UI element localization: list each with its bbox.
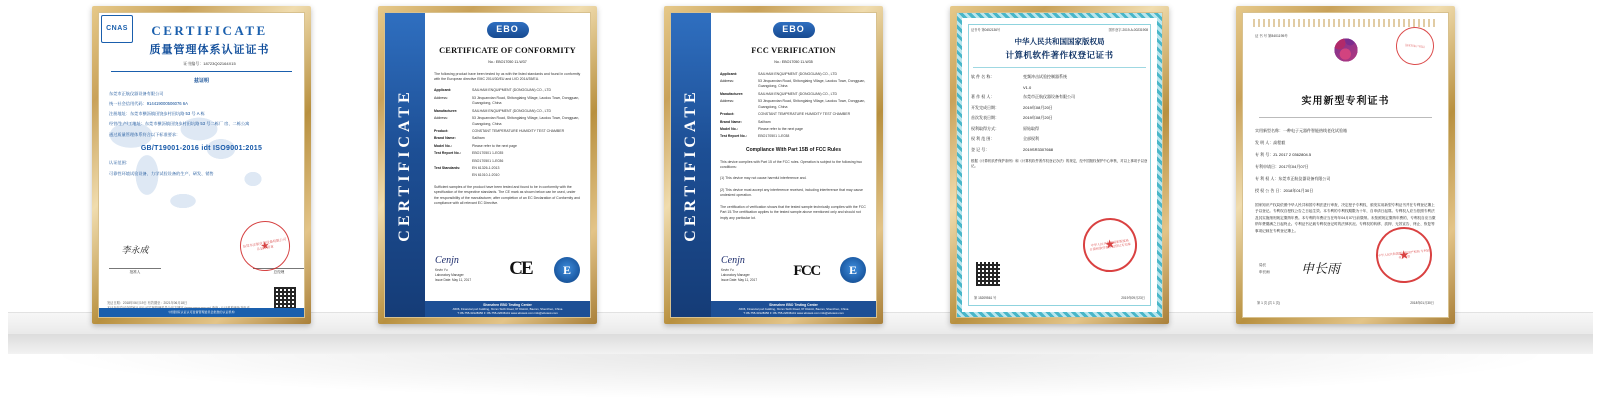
- ebo-logo-icon: EBO: [773, 22, 815, 38]
- field-rights-scope: 权 利 范 围： 全部权利: [971, 136, 1039, 141]
- footer-date: 2018年01月30日: [1410, 301, 1434, 305]
- handwritten-signature: Cenjn: [435, 254, 459, 266]
- divider: [973, 67, 1146, 68]
- official-red-stamp: ★ 中华人民共和国国家知识产权局 专利证书专用章: [1373, 224, 1435, 286]
- cnipa-logo-icon: [1329, 33, 1363, 67]
- field-brand: Brand Name: Sailham: [720, 119, 771, 124]
- certificate-frame-utility-patent[interactable]: [1236, 6, 1455, 324]
- certificate-content: [425, 13, 590, 317]
- footer-lab-name: Shenzhen EBO Testing Center: [483, 302, 532, 307]
- display-shelf: [0, 312, 1601, 406]
- certificate-frame-software-copyright[interactable]: [950, 6, 1169, 324]
- footer-address: A506, Financial port building, Xin'an Sixth Road, 67 District, Bao'an, Shenzhen, China: [738, 307, 849, 312]
- certificate-canvas: [98, 12, 305, 318]
- field-software-version: V1.0: [1023, 84, 1032, 90]
- field-applicant: Applicant: SAILHAM ENQUIPMENT (DONGGUAN) CO., LTD: [720, 71, 838, 76]
- compliance-headline: Compliance With Part 15B of FCC Rules: [746, 146, 841, 153]
- iso9001-certificate: [99, 13, 304, 317]
- shelf-edge: [8, 334, 1593, 354]
- field-manufacturer-address: Address: 53 Jinquanxian Road, Shitonglaing Village, Laodou Town, Dongguan, Guangdong, China: [720, 99, 866, 109]
- issue-date: Issue Date: May 11, 2017: [435, 278, 472, 283]
- official-red-stamp: ★ 中华人民共和国国家版权局 计算机软件著作权登记专用章: [1080, 215, 1141, 276]
- site-address-line: 经营/生产/工地址：东莞市横沥镇田饶步村田坑路 53 号二栋厂 房、二栋公寓: [109, 121, 250, 127]
- standard-name: GB/T19001-2016 idt ISO9001:2015: [140, 144, 263, 152]
- certificate-frame-fcc[interactable]: [664, 6, 883, 324]
- certificate-title-cn: 质量管理体系认证证书: [149, 43, 270, 56]
- field-report-no-2: EBO170501 1-E036: [472, 158, 504, 163]
- director-label: 局长: [1259, 262, 1267, 267]
- footer-contact: T: 86-755-33128456 F: 86-755-22636141 www.ebotest.com info@ebotest.com: [457, 311, 558, 316]
- qr-code-icon: [976, 262, 1000, 286]
- issue-date-line: 发证日期：2018年06月19日 有效期至：2021年06月18日: [107, 301, 188, 306]
- official-red-stamp: 东莞市正航仪器设备有限公司 认证专用章 ★: [236, 217, 294, 275]
- registered-address-line: 注册地址：东莞市横沥镇田饶步村田坑路 53 号 A 栋: [109, 111, 205, 117]
- approver-signature-block: [109, 244, 161, 275]
- certificate-serial: 证 书 号 第8401195号: [1255, 34, 1288, 38]
- certificate-canvas: [1242, 12, 1449, 318]
- handwritten-signature: Cenjn: [721, 254, 745, 266]
- signer-title: Laboratory Manager: [721, 273, 750, 278]
- issuing-authority: 中华人民共和国国家版权局: [1014, 37, 1105, 46]
- field-report-no: Test Report No.: EBO170501 1-E035: [434, 151, 504, 156]
- page-indicator: 第 1 页 (共 1 页): [1257, 301, 1280, 305]
- scope-detail: 可靠性环境试验设备、力学试验设备的生产、研发、销售: [109, 170, 214, 176]
- company-name: 东莞市正航仪器设备有限公司: [109, 90, 164, 96]
- side-band: [671, 13, 711, 317]
- field-development-date: 开发完成日期： 2019年08月20日: [971, 104, 1053, 110]
- field-application-date: 专利申请日：2017年04月07日: [1255, 164, 1309, 169]
- field-patent-number: 专 利 号：ZL 2017 2 0362804.5: [1255, 152, 1312, 157]
- certificate-body: [109, 78, 294, 177]
- condition-1: (1) This device may not cause harmful interference and.: [720, 176, 807, 181]
- certificate-serial: 证书号 第0452136号: [971, 28, 1001, 32]
- certificate-number: 证书编号：18723Q02164X15: [183, 61, 236, 66]
- approver-label: 批准人: [109, 268, 161, 275]
- field-inventor: 发 明 人：高程毅: [1255, 140, 1286, 145]
- ebo-logo-icon: EBO: [487, 22, 529, 38]
- signer-name: Kevin Yu: [435, 268, 448, 273]
- field-product: Product: CONSTANT TEMPERATURE HUMIDITY TEST CHAMBER: [434, 128, 565, 133]
- certificate-footer: [711, 301, 876, 317]
- scope-label: 通过质量管理体系符合以下标准要求：: [109, 131, 181, 137]
- field-report-no: Test Report No.: EBO170501 1-E038: [720, 134, 790, 139]
- conformity-statement: Sufficient samples of the product have been tested and found to be in conformity with the specification of the respective standards. The CE mark as shown below can be used, under the responsibility of the manufacturer, after completion of an EC Declaration of Conformity and compliance with all relevant EC Directive.: [434, 184, 580, 206]
- field-model: Model No.: Please refer to the next page: [720, 126, 803, 131]
- intro-paragraph: The following product have been tested by us with the listed standards and found in conformity with the European directive EMC 2014/30/EU and LVD 2014/35/EU.: [434, 71, 581, 81]
- footer-address: A506, Financial port building, Xin'an Sixth Road, 67 District, Bao'an, Shenzhen, China: [452, 307, 563, 312]
- registration-code: 国作登字-2019-A-00231908: [1108, 28, 1148, 32]
- certificate-footer: [425, 301, 590, 317]
- certificate-title: 实用新型专利证书: [1301, 96, 1390, 107]
- field-manufacturer: Manufacturer: SAILHAM ENQUIPMENT (DONGGUAN) CO., LTD: [720, 91, 838, 96]
- software-copyright-certificate: [957, 13, 1162, 317]
- signature-labels: [1259, 262, 1270, 277]
- field-grant-date: 授 权 公 告 日：2018年01月30日: [1255, 188, 1314, 193]
- field-product: Product: CONSTANT TEMPERATURE HUMIDITY TEST CHAMBER: [720, 112, 851, 117]
- certificate-title: CERTIFICATE OF CONFORMITY: [439, 46, 576, 55]
- field-copyright-owner: 著 作 权 人： 东莞市正航仪器设备有限公司: [971, 94, 1075, 99]
- field-software-name: 软 件 名 称： 变频冲击试验控制器系统: [971, 74, 1067, 79]
- field-model: Model No.: Please refer to the next page: [434, 143, 517, 148]
- certificate-frame-iso9001[interactable]: [92, 6, 311, 324]
- conformity-marks: [435, 254, 580, 283]
- handwritten-signature: 申长雨: [1301, 261, 1341, 276]
- shelf-shadow: [40, 354, 1560, 400]
- ce-mark-icon: CE: [509, 257, 532, 279]
- field-standards-2: EN 61010-1:2010: [472, 173, 500, 178]
- bottom-banner: 中国国家认证认可监督管理委员会批准的认证机构: [99, 308, 304, 317]
- certificate-content: [711, 13, 876, 317]
- field-applicant-address: Address: 53 Jinquanxian Road, Shitonglaing Village, Laodou Town, Dongguan, Guangdong, China: [434, 95, 580, 106]
- compliance-statement: This device complies with Part 15 of the FCC rules. Operation is subject to the following two conditions:: [720, 159, 863, 169]
- qr-code-icon: [274, 287, 296, 309]
- condition-2: (2) This device must accept any interference received, including interference that may cause undesired operation.: [720, 187, 863, 198]
- certificate-numbers: [971, 27, 1148, 32]
- certificate-header: [109, 21, 294, 67]
- certificate-canvas: [384, 12, 591, 318]
- divider: [111, 71, 292, 72]
- certificate-canvas: [670, 12, 877, 318]
- side-band-text: CERTIFICATE: [682, 88, 699, 242]
- e-seal-icon: E: [840, 257, 866, 283]
- attest-label: 兹证明: [193, 78, 209, 84]
- handwritten-signature: 李永成: [121, 245, 149, 256]
- certificate-footer: [974, 295, 1145, 300]
- field-rights-acquisition: 权利取得方式： 原始取得: [971, 125, 1039, 131]
- field-brand: Brand Name: Sailham: [434, 136, 485, 141]
- field-standards: Test Standards: EN 61326-1:2013: [434, 166, 500, 171]
- manager-label: 总经理: [253, 268, 305, 275]
- footer-contact: T: 86-755-33128456 F: 86-755-22636141 www.ebotest.com info@ebotest.com: [743, 311, 844, 316]
- closing-statement: The certification of verification shows that the tested sample technically complies with the FCC Part 15.The certification applies to the tested sample above mentioned only and should not imply any particular lot.: [720, 204, 866, 220]
- certificate-footer: [1257, 300, 1434, 305]
- field-patentee: 专 利 权 人：东莞市正航仪器设备有限公司: [1255, 176, 1331, 181]
- authority-seal: 国家知识产权局: [1394, 25, 1436, 67]
- signer-title: Laboratory Manager: [435, 273, 464, 278]
- field-manufacturer: Manufacturer: SAILHAM ENQUIPMENT (DONGGUAN) CO., LTD: [434, 108, 552, 113]
- top-ornament: [1253, 19, 1438, 27]
- signer-name: Kevin Yu: [721, 268, 734, 273]
- ebo-conformity-certificate: [385, 13, 590, 317]
- footer-serial: 第 15209561 号: [974, 296, 997, 300]
- certificate-number: No.: EBO17050 11-W35: [774, 60, 813, 65]
- registration-note: 根据《计算机软件保护条例》和《计算机软件著作权登记办法》的规定，经中国版权保护中心审核，对以上事项予以登记。: [971, 158, 1148, 169]
- field-invention-name: 实用新型名称：一种电子元器件智能热线老化试验箱: [1255, 128, 1347, 133]
- field-applicant-address: Address: 53 Jinquanxian Road, Shitonglaing Village, Laodou Town, Dongguan, Guangdong, China: [720, 79, 866, 89]
- e-seal-icon: E: [554, 257, 580, 283]
- footer-date: 2019年09月23日: [1121, 296, 1145, 300]
- patent-statement: 国家知识产权局依照中华人民共和国专利法进行审查，决定授予专利权，颁发实用新型专利证书并在专利登记簿上予以登记。专利权自授权公告之日起生效。本专利的专利权期限为十年，自申请日起算。专利权人应当依照专利法及其实施细则规定缴纳年费。本专利的年费应当在每年04月07日前缴纳。未按照规定缴纳年费的，专利权自应当缴纳年费期满之日起终止。专利证书记载专利权登记时的法律状况。专利权的转移、质押、无效宣告、终止、恢复等事项记载在专利登记簿上。: [1255, 203, 1436, 233]
- director-name: 申长雨: [1259, 270, 1270, 275]
- scope-heading: 认证范围：: [109, 160, 130, 166]
- divider: [1259, 117, 1432, 118]
- certificate-title: FCC VERIFICATION: [751, 46, 836, 55]
- fcc-mark-icon: FCC: [793, 262, 820, 279]
- field-registration-number: 登 记 号： 2019SR3307668: [971, 146, 1054, 152]
- certificate-title-en: CERTIFICATE: [151, 23, 268, 38]
- side-band-text: CERTIFICATE: [396, 88, 413, 242]
- field-manufacturer-address: Address: 53 Jinquanxian Road, Shitonglaing Village, Laodou Town, Dongguan, Guangdong, China: [434, 116, 580, 126]
- utility-patent-certificate: [1243, 13, 1448, 317]
- certificate-canvas: [956, 12, 1163, 318]
- field-first-publish-date: 首次发表日期： 2019年08月20日: [971, 115, 1053, 120]
- issue-date: Issue Date: May 11, 2017: [721, 278, 758, 283]
- cnas-logo-icon: CNAS: [101, 15, 133, 43]
- ebo-fcc-certificate: [671, 13, 876, 317]
- certificate-title: 计算机软件著作权登记证书: [1005, 50, 1114, 60]
- side-band: [385, 13, 425, 317]
- footer-lab-name: Shenzhen EBO Testing Center: [769, 302, 818, 307]
- certificate-number: No.: EBO17050 11-W37: [488, 60, 527, 65]
- field-applicant: Applicant: SAILHAM ENQUIPMENT (DONGGUAN) CO., LTD: [434, 88, 552, 93]
- certificate-frame-ce-conformity[interactable]: [378, 6, 597, 324]
- credit-code-line: 统一社会信用代码：914419000506076 6A: [109, 100, 188, 106]
- conformity-marks: [721, 257, 866, 283]
